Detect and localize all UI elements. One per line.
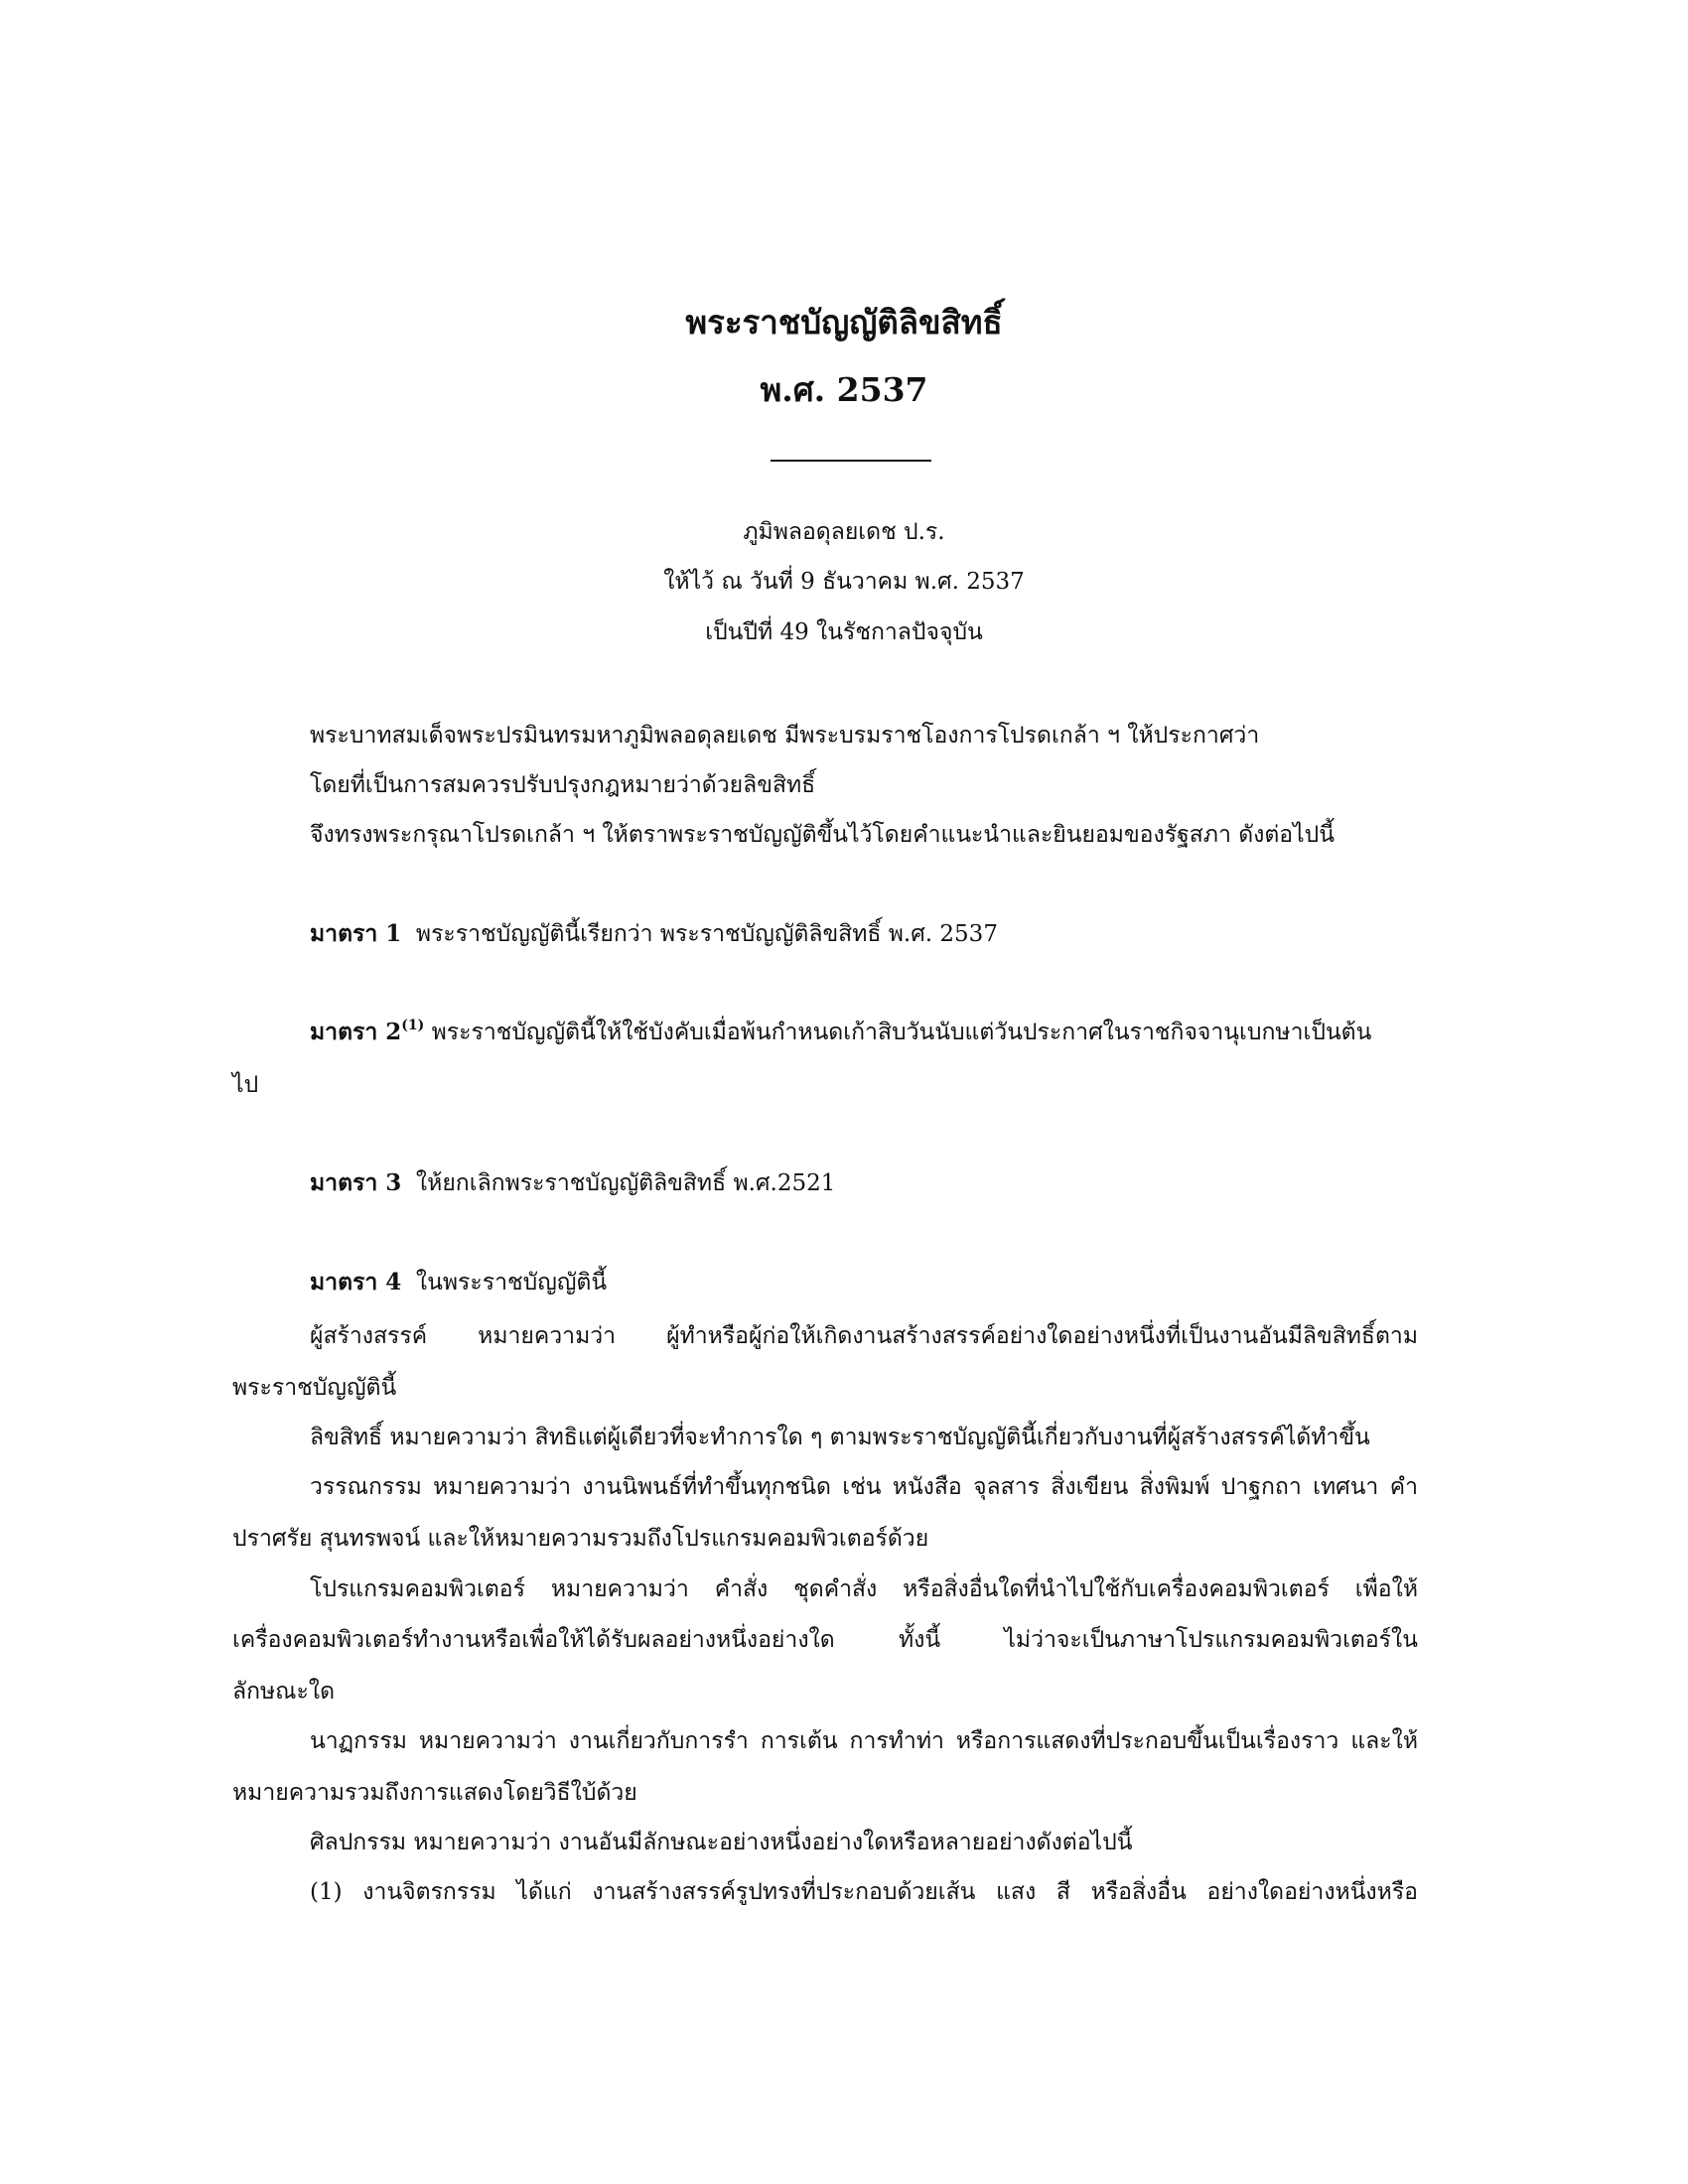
definition-line: ศิลปกรรม หมายความว่า งานอันมีลักษณะอย่างหนึ่งอย่างใดหรือหลายอย่างดังต่อไปนี้ <box>310 1830 1133 1855</box>
section-2 <box>310 1017 1371 1048</box>
signatory: ภูมิพลอดุลยเดช ป.ร. <box>743 519 945 545</box>
section-4-label: มาตรา 4 <box>310 1269 402 1296</box>
definition-line: ปราศรัย สุนทรพจน์ และให้หมายความรวมถึงโปรแกรมคอมพิวเตอร์ด้วย <box>232 1526 929 1552</box>
section-2-continuation: ไป <box>232 1072 259 1098</box>
section-1-text: พระราชบัญญัตินี้เรียกว่า พระราชบัญญัติลิขสิทธิ์ พ.ศ. 2537 <box>415 921 998 947</box>
section-3-text: ให้ยกเลิกพระราชบัญญัติลิขสิทธิ์ พ.ศ.2521 <box>415 1170 836 1196</box>
definition-line: ลักษณะใด <box>232 1679 336 1705</box>
section-4-intro: ในพระราชบัญญัตินี้ <box>415 1270 608 1296</box>
section-2-footnote-marker: (1) <box>401 1018 425 1033</box>
preamble-line: จึงทรงพระกรุณาโปรดเกล้า ฯ ให้ตราพระราชบัญญัติขึ้นไว้โดยคำแนะนำและยินยอมของรัฐสภา ดังต่อไปนี้ <box>310 822 1336 848</box>
definition-line: วรรณกรรม หมายความว่า งานนิพนธ์ที่ทำขึ้นทุกชนิด เช่น หนังสือ จุลสาร สิ่งเขียน สิ่งพิมพ์ ปาฐกถา เทศนา คำ <box>310 1474 1418 1500</box>
definition-line: (1) งานจิตรกรรม ได้แก่ งานสร้างสรรค์รูปทรงที่ประกอบด้วยเส้น แสง สี หรือสิ่งอื่น อย่างใดอย่างหนึ่งหรือ <box>310 1879 1418 1905</box>
definition-line: ลิขสิทธิ์ หมายความว่า สิทธิแต่ผู้เดียวที่จะทำการใด ๆ ตามพระราชบัญญัตินี้เกี่ยวกับงานที่ผู้สร้างสรรค์ได้ทำขึ้น <box>310 1425 1370 1450</box>
definition-line: หมายความรวมถึงการแสดงโดยวิธีใบ้ด้วย <box>232 1780 637 1806</box>
definition-line: เครื่องคอมพิวเตอร์ทำงานหรือเพื่อให้ได้รับผลอย่างหนึ่งอย่างใด ทั้งนี้ ไม่ว่าจะเป็นภาษาโปรแกรมคอมพิวเตอร์ใน <box>232 1627 1418 1653</box>
reign-year: เป็นปีที่ 49 ในรัชกาลปัจจุบัน <box>705 619 983 645</box>
definition-line: ผู้สร้างสรรค์ หมายความว่า ผู้ทำหรือผู้ก่อให้เกิดงานสร้างสรรค์อย่างใดอย่างหนึ่งที่เป็นงานอันมีลิขสิทธิ์ตาม <box>310 1323 1418 1349</box>
definition-line: โปรแกรมคอมพิวเตอร์ หมายความว่า คำสั่ง ชุดคำสั่ง หรือสิ่งอื่นใดที่นำไปใช้กับเครื่องคอมพิวเตอร์ เพื่อให้ <box>310 1576 1418 1602</box>
section-4 <box>310 1267 607 1298</box>
preamble-line: โดยที่เป็นการสมควรปรับปรุงกฎหมายว่าด้วยลิขสิทธิ์ <box>310 772 816 798</box>
title-divider <box>771 460 931 462</box>
section-3 <box>310 1167 835 1199</box>
section-2-text: พระราชบัญญัตินี้ให้ใช้บังคับเมื่อพ้นกำหนดเก้าสิบวันนับแต่วันประกาศในราชกิจจานุเบกษาเป็นต้น <box>431 1020 1372 1045</box>
given-date: ให้ไว้ ณ วันที่ 9 ธันวาคม พ.ศ. 2537 <box>663 569 1025 595</box>
section-2-label: มาตรา 2 <box>310 1019 402 1045</box>
definition-line: พระราชบัญญัตินี้ <box>232 1375 397 1401</box>
definition-line: นาฏกรรม หมายความว่า งานเกี่ยวกับการรำ การเต้น การทำท่า หรือการแสดงที่ประกอบขึ้นเป็นเรื่องราว และให้ <box>310 1728 1418 1754</box>
act-year: พ.ศ. 2537 <box>760 370 928 409</box>
preamble-line: พระบาทสมเด็จพระปรมินทรมหาภูมิพลอดุลยเดช มีพระบรมราชโองการโปรดเกล้า ฯ ให้ประกาศว่า <box>310 723 1260 749</box>
section-1-label: มาตรา 1 <box>310 920 402 947</box>
section-1 <box>310 918 998 950</box>
section-3-label: มาตรา 3 <box>310 1169 402 1196</box>
act-title: พระราชบัญญัติลิขสิทธิ์ <box>685 303 1003 341</box>
